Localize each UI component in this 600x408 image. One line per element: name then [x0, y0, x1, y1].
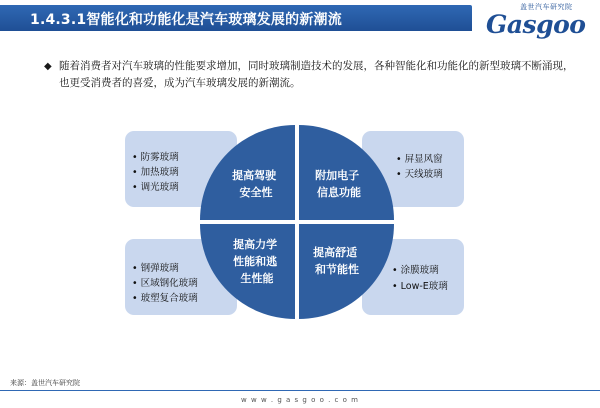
list-item: • 钢弹玻璃 [132, 263, 179, 274]
list-item: • 调光玻璃 [132, 182, 179, 193]
list-item: • 玻塑复合玻璃 [132, 293, 198, 304]
quadrant-label-top-right: 附加电子 信息功能 [315, 169, 361, 199]
list-item: • Low-E玻璃 [392, 281, 448, 292]
list-item: • 天线玻璃 [396, 169, 443, 180]
logo-english-text: Gasgoo [486, 10, 586, 39]
circle-quadrants [200, 125, 394, 319]
box-items-top-left [132, 151, 179, 193]
list-item: • 屏显风窗 [396, 154, 443, 165]
list-item: • 涂膜玻璃 [392, 265, 439, 276]
source-note: 来源：盖世汽车研究院 [10, 379, 80, 387]
list-item: • 区域钢化玻璃 [132, 278, 198, 289]
footer-divider [0, 390, 600, 391]
quadrant-label-bottom-right: 提高舒适 和节能性 [313, 246, 359, 276]
quadrant-label-bottom-left: 提高力学 性能和逃 生性能 [233, 238, 278, 285]
footer-url: w w w . g a s g o o . c o m [241, 396, 359, 404]
list-item: • 加热玻璃 [132, 167, 179, 178]
diamond-bullet-icon: ◆ [44, 61, 52, 72]
quadrant-label-top-left: 提高驾驶 安全性 [232, 169, 277, 199]
logo-chinese-text: 盖世汽车研究院 [520, 3, 573, 11]
page-title: 1.4.3.1智能化和功能化是汽车玻璃发展的新潮流 [30, 12, 342, 28]
list-item: • 防雾玻璃 [132, 152, 179, 163]
intro-text: 随着消费者对汽车玻璃的性能要求增加，同时玻璃制造技术的发展，各种智能化和功能化的新型玻璃不断涌现，也更受消费者的喜爱，成为汽车玻璃发展的新潮流。 [59, 60, 574, 89]
